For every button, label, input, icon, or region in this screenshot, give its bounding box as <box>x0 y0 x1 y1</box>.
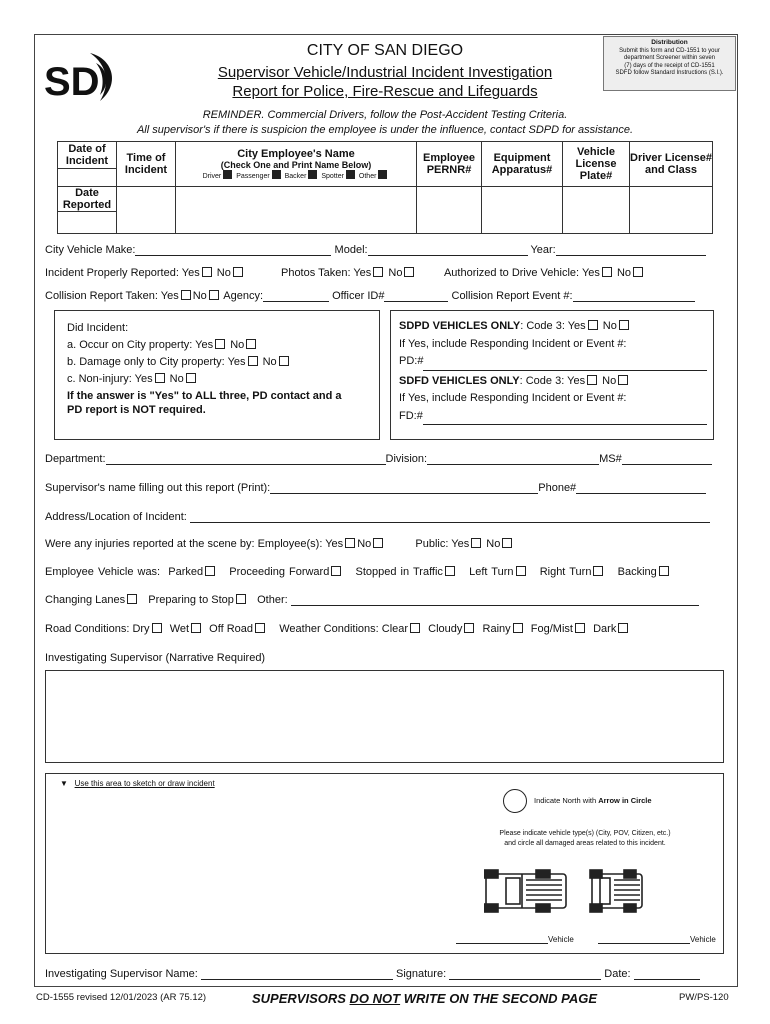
time-of-incident-header: Time of Incident <box>117 142 176 187</box>
vehicle1-row: Vehicle <box>456 935 574 944</box>
vehicle-was-row: Employee Vehicle was: Parked Proceeding Forward Stopped in Traffic Left Turn Right Turn Backing <box>45 566 671 578</box>
city-title: CITY OF SAN DIEGO <box>306 42 464 59</box>
collision-no[interactable] <box>209 290 219 300</box>
supervisor-name-input[interactable] <box>270 483 538 494</box>
pd-event-input[interactable] <box>423 360 707 371</box>
city-property-yes[interactable] <box>215 339 225 349</box>
authorized-no[interactable] <box>633 267 643 277</box>
vehicle2-input[interactable] <box>598 935 690 944</box>
conditions-row: Road Conditions: Dry Wet Off Road Weather Conditions: Clear Cloudy Rainy Fog/Mist Dark <box>45 623 630 635</box>
sdfd-code3-yes[interactable] <box>587 375 597 385</box>
form-id: CD-1555 revised 12/01/2023 (AR 75.12) <box>36 992 207 1003</box>
changing-row: Changing Lanes Preparing to Stop Other: <box>45 594 699 606</box>
offroad-checkbox[interactable] <box>255 623 265 633</box>
employee-injury-yes[interactable] <box>345 538 355 548</box>
form-title-line1: Supervisor Vehicle/Industrial Incident Investigation <box>217 64 553 81</box>
injuries-row: Were any injuries reported at the scene by: Employee(s): Yes No Public: Yes No <box>45 538 514 550</box>
equipment-header: Equipment Apparatus# <box>482 142 563 187</box>
signature-input[interactable] <box>449 969 601 980</box>
supervisor-row: Supervisor's name filling out this report (Print): Phone# <box>45 482 706 494</box>
public-injury-no[interactable] <box>502 538 512 548</box>
sdpd-code3-no[interactable] <box>619 320 629 330</box>
collision-event-input[interactable] <box>573 291 695 302</box>
right-turn-checkbox[interactable] <box>593 566 603 576</box>
license-input[interactable] <box>630 187 713 234</box>
division-input[interactable] <box>427 454 599 465</box>
year-input[interactable] <box>556 245 706 256</box>
pickup-truck-icon-2 <box>590 870 642 912</box>
agency-input[interactable] <box>263 291 329 302</box>
left-turn-checkbox[interactable] <box>516 566 526 576</box>
plate-header: Vehicle License Plate# <box>563 142 630 187</box>
backer-checkbox[interactable] <box>308 170 317 179</box>
preparing-stop-checkbox[interactable] <box>236 594 246 604</box>
rainy-checkbox[interactable] <box>513 623 523 633</box>
cloudy-checkbox[interactable] <box>464 623 474 633</box>
dry-checkbox[interactable] <box>152 623 162 633</box>
license-header: Driver License# and Class <box>630 142 713 187</box>
reported-no[interactable] <box>233 267 243 277</box>
vehicle1-input[interactable] <box>456 935 548 944</box>
vehicle-make-row: City Vehicle Make: Model: Year: <box>45 244 706 256</box>
authorized-yes[interactable] <box>602 267 612 277</box>
vehicle-instruction: Please indicate vehicle type(s) (City, POV, Citizen, etc.) and circle all damaged areas related to this incident. <box>499 830 671 847</box>
distribution-box: Distribution Submit this form and CD-1551 to your department Screener within seven (7) days of the receipt of CD-1551 SDFD follow Standard Instructions (S.I.). <box>603 36 736 91</box>
fog-checkbox[interactable] <box>575 623 585 633</box>
date-reported-header: Date Reported <box>58 187 117 212</box>
public-injury-yes[interactable] <box>471 538 481 548</box>
non-injury-yes[interactable] <box>155 373 165 383</box>
reminder-text: REMINDER. Commercial Drivers, follow the Post-Accident Testing Criteria. All supervisor's if there is suspicion the employee is under the influence, contact SDPD for assistance. <box>136 109 634 136</box>
reported-yes[interactable] <box>202 267 212 277</box>
changing-lanes-checkbox[interactable] <box>127 594 137 604</box>
phone-input[interactable] <box>576 483 706 494</box>
make-input[interactable] <box>135 245 331 256</box>
damage-only-no[interactable] <box>279 356 289 366</box>
address-input[interactable] <box>190 512 710 523</box>
sketch-label-row <box>60 779 215 788</box>
non-injury-no[interactable] <box>186 373 196 383</box>
incident-table <box>57 141 713 234</box>
time-input[interactable] <box>117 187 176 234</box>
second-page-warning: SUPERVISORS DO NOT WRITE ON THE SECOND PAGE <box>252 991 598 1006</box>
date-of-incident-input[interactable] <box>58 169 117 187</box>
clear-checkbox[interactable] <box>410 623 420 633</box>
vehicle-diagrams <box>484 868 644 914</box>
collision-yes[interactable] <box>181 290 191 300</box>
department-row: Department: Division: MS# <box>45 453 712 465</box>
ms-input[interactable] <box>622 454 712 465</box>
address-row: Address/Location of Incident: <box>45 511 710 523</box>
sdpd-code3-yes[interactable] <box>588 320 598 330</box>
dark-checkbox[interactable] <box>618 623 628 633</box>
did-incident-text: Did Incident: a. Occur on City property: Yes No b. Damage only to City property: Yes No c. Non-injury: Yes No If the answer is "Yes" to ALL three, PD contact and a PD report is NOT required. <box>67 322 342 416</box>
sdpd-section: SDPD VEHICLES ONLY: Code 3: Yes No If Yes, include Responding Incident or Event #: PD:# SDFD VEHICLES ONLY: Code 3: Yes No If Yes, include Responding Incident or Event #: FD:# <box>399 318 707 425</box>
model-input[interactable] <box>368 245 528 256</box>
driver-checkbox[interactable] <box>223 170 232 179</box>
north-instruction: Indicate North with Arrow in Circle <box>534 796 652 805</box>
investigator-name-input[interactable] <box>201 969 393 980</box>
employee-name-header: City Employee's Name (Check One and Print Name Below) Driver Passenger Backer Spotter Other <box>176 142 417 187</box>
employee-injury-no[interactable] <box>373 538 383 548</box>
narrative-label: Investigating Supervisor (Narrative Required) <box>45 652 266 664</box>
date-input[interactable] <box>634 969 700 980</box>
north-circle[interactable] <box>503 789 527 813</box>
stopped-checkbox[interactable] <box>445 566 455 576</box>
equipment-input[interactable] <box>482 187 563 234</box>
spotter-checkbox[interactable] <box>346 170 355 179</box>
passenger-checkbox[interactable] <box>272 170 281 179</box>
officer-input[interactable] <box>384 291 448 302</box>
plate-input[interactable] <box>563 187 630 234</box>
fd-event-input[interactable] <box>423 414 707 425</box>
other-input[interactable] <box>291 595 699 606</box>
date-of-incident-header: Date of Incident <box>58 142 117 169</box>
triangle-down-icon: ▼ <box>60 779 68 788</box>
form-title-line2: Report for Police, Fire-Rescue and Lifeguards <box>232 83 538 100</box>
proceeding-checkbox[interactable] <box>331 566 341 576</box>
backing-checkbox[interactable] <box>659 566 669 576</box>
photos-yes[interactable] <box>373 267 383 277</box>
logo-text: SD <box>44 60 100 104</box>
pickup-truck-icon <box>484 870 566 912</box>
city-property-no[interactable] <box>246 339 256 349</box>
reported-row: Incident Properly Reported: Yes No Photos Taken: Yes No Authorized to Drive Vehicle: Yes No <box>45 267 645 279</box>
other-checkbox[interactable] <box>378 170 387 179</box>
narrative-textarea[interactable] <box>45 670 724 763</box>
name-input[interactable] <box>176 187 417 234</box>
city-seal-logo <box>44 45 124 105</box>
department-input[interactable] <box>106 454 386 465</box>
damage-only-yes[interactable] <box>248 356 258 366</box>
sketch-label: Use this area to sketch or draw incident <box>74 779 215 788</box>
date-reported-input[interactable] <box>58 212 117 234</box>
form-code: PW/PS-120 <box>679 992 729 1003</box>
parked-checkbox[interactable] <box>205 566 215 576</box>
collision-row: Collision Report Taken: Yes No Agency: Officer ID# Collision Report Event #: <box>45 290 695 302</box>
sdfd-code3-no[interactable] <box>618 375 628 385</box>
vehicle2-row: Vehicle <box>598 935 716 944</box>
photos-no[interactable] <box>404 267 414 277</box>
pernr-header: Employee PERNR# <box>417 142 482 187</box>
pernr-input[interactable] <box>417 187 482 234</box>
wet-checkbox[interactable] <box>191 623 201 633</box>
signoff-row: Investigating Supervisor Name: Signature: Date: <box>45 968 700 980</box>
